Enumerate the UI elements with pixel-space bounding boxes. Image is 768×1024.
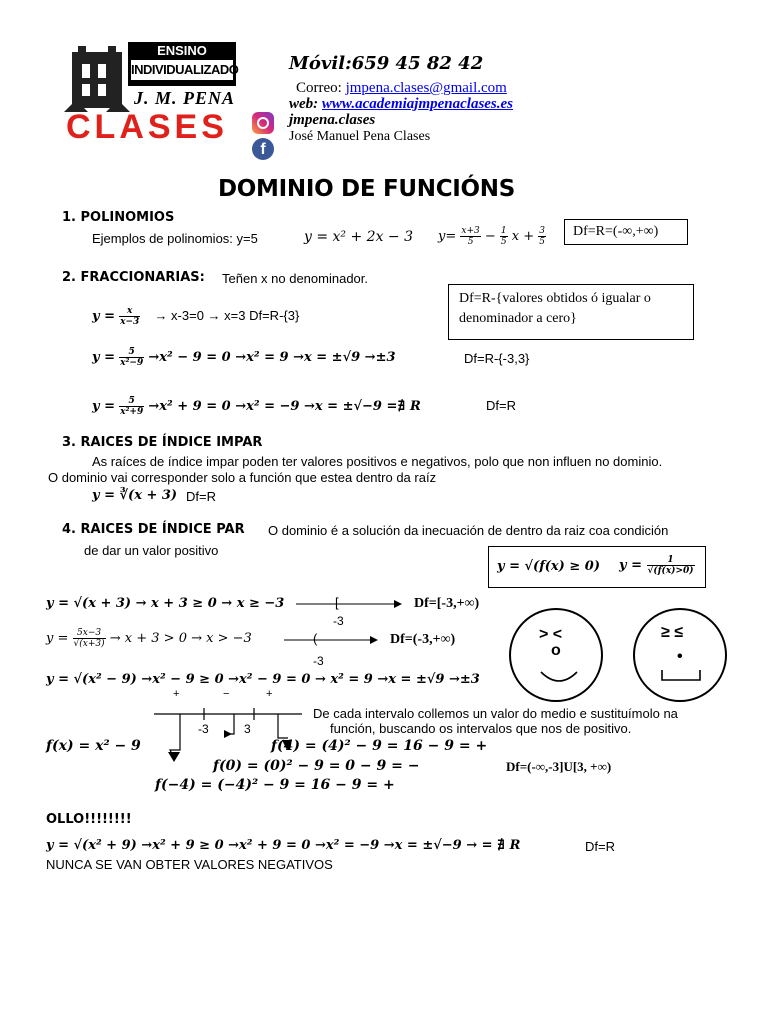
logo-mid-text: INDIVIDUALIZADO [131,60,233,80]
section-4-desc-1: O dominio é a solución da inecuación de dentro da raiz coa condición [268,523,669,538]
logo [62,40,242,150]
logo-top-text: ENSINO [157,43,207,58]
section-4-heading: 4. RAICES DE ÍNDICE PAR [62,522,245,537]
warning-note: NUNCA SE VAN OBTER VALORES NEGATIVOS [46,857,333,872]
fraction-example-2: y = $\frac{5}{\text{x²−9}}$ →x² − 9 = 0 →x² = 9 →x = ±√9 →±3 [92,347,396,368]
email-line [296,80,507,97]
domain-box-polynomials: Df=R=(-∞,+∞) [564,219,688,245]
email-label: Correo: [296,80,342,96]
section-3-line-1: As raíces de índice impar poden ter valores positivos e negativos, polo que non influen no dominio. [92,454,663,469]
evaluation-fminus4: f(−4) = (−4)² − 9 = 16 − 9 = + [155,777,395,793]
evaluation-f4: f(4) = (4)² − 9 = 16 − 9 = + [271,738,488,754]
section-3-line-2: O dominio vai corresponder solo a función que estea dentro da raíz [48,470,437,485]
number-line-2-bracket: ( [313,631,318,646]
number-line-1-tick: -3 [333,614,344,628]
domain-box-fractions: Df=R-{valores obtidos ó igualar o denominador a cero} [448,284,694,340]
face-strict-mouth: o [551,642,561,659]
even-root-example-3: y = √(x² − 9) →x² − 9 ≥ 0 →x² − 9 = 0 → x² = 9 →x = ±√9 →±3 [46,672,480,687]
number-line-1 [294,594,406,614]
section-1-heading: 1. POLINOMIOS [62,210,175,225]
number-line-2-tick: -3 [313,654,324,668]
odd-root-example: y = ∛(x + 3) [92,488,178,503]
phone-number: Móvil:659 45 82 42 [289,53,484,74]
warning-heading: OLLO!!!!!!!! [46,812,132,827]
even-root-example-1-domain: Df=[-3,+∞) [414,596,480,611]
fraction-example-3: y = $\frac{5}{\text{x²+9}}$ →x² + 9 = 0 →x² = −9 →x = ±√−9 =∄ R [92,396,421,417]
instagram-icon[interactable] [252,112,274,134]
page-title: DOMINIO DE FUNCIÓNS [218,176,516,202]
interval-note-1: De cada intervalo collemos un valor do medio e sustituímolo na [313,706,678,721]
number-line-2 [282,630,382,650]
polynomial-example-3: y= $\frac{x+3}{5}$ − $\frac{1}{5}$ x + $\frac{3}{5}$ [438,226,546,247]
function-definition: f(x) = x² − 9 [46,738,141,754]
even-root-example-1: y = √(x + 3) → x + 3 ≥ 0 → x ≥ −3 [46,596,285,611]
even-root-condition-box: y = √(f(x) ≥ 0) y = $\frac{1}{√(f(x)>0)}$ [488,546,706,588]
polynomial-examples-label: Ejemplos de polinomios: y=5 [92,231,258,246]
logo-tower-icon [64,42,130,118]
section-2-desc: Teñen x no denominador. [222,271,368,286]
interval-note-2: función, buscando os intervalos que nos de positivo. [330,721,632,736]
even-root-example-2-domain: Df=(-3,+∞) [390,632,456,647]
instagram-handle: jmpena.clases [289,112,376,128]
face-inclusive-mouth: • [677,648,683,665]
logo-badge [128,42,239,86]
web-label: web: [289,96,319,112]
even-root-example-3-domain: Df=(-∞,-3]U[3, +∞) [506,759,612,774]
polynomial-example-2: y = x² + 2x − 3 [304,229,414,245]
face-inclusive [633,608,727,702]
section-4-desc-2: de dar un valor positivo [84,543,219,558]
face-strict [509,608,603,702]
facebook-name: José Manuel Pena Clases [289,129,431,144]
face-inclusive-eyes: ≥ ≤ [661,624,684,641]
section-2-heading: 2. FRACCIONARIAS: [62,270,205,285]
number-line-1-bracket: [ [335,595,339,610]
even-root-example-2: y = $\frac{5x-3}{√(x+3)}$ → x + 3 > 0 → x > −3 [46,628,252,649]
sign-plus-left: + [173,688,180,700]
sign-chart-tick-3: 3 [244,722,251,736]
logo-name-text: J. M. PENA [134,88,236,108]
sign-plus-right: + [266,688,273,700]
evaluation-f0: f(0) = (0)² − 9 = 0 − 9 = − [213,758,420,774]
face-strict-eyes: > < [539,626,563,643]
warning-example-domain: Df=R [585,839,615,854]
email-link[interactable]: jmpena.clases@gmail.com [345,80,507,96]
logo-clases-text: CLASES [66,108,228,146]
fraction-example-2-domain: Df=R-{-3,3} [464,351,530,366]
fraction-example-1: y = $\frac{x}{x-3}$ → x-3=0 → x=3 Df=R-{3} [92,306,300,327]
web-link[interactable]: www.academiajmpenaclases.es [321,96,514,112]
sign-minus-middle: − [223,688,230,700]
warning-example: y = √(x² + 9) →x² + 9 ≥ 0 →x² + 9 = 0 →x² = −9 →x = ±√−9 → = ∄ R [46,838,521,853]
facebook-icon[interactable]: f [252,138,274,160]
odd-root-domain: Df=R [186,489,216,504]
web-line [289,96,513,113]
fraction-example-3-domain: Df=R [486,398,516,413]
section-3-heading: 3. RAICES DE ÍNDICE IMPAR [62,435,263,450]
sign-chart-tick-neg3: -3 [198,722,209,736]
